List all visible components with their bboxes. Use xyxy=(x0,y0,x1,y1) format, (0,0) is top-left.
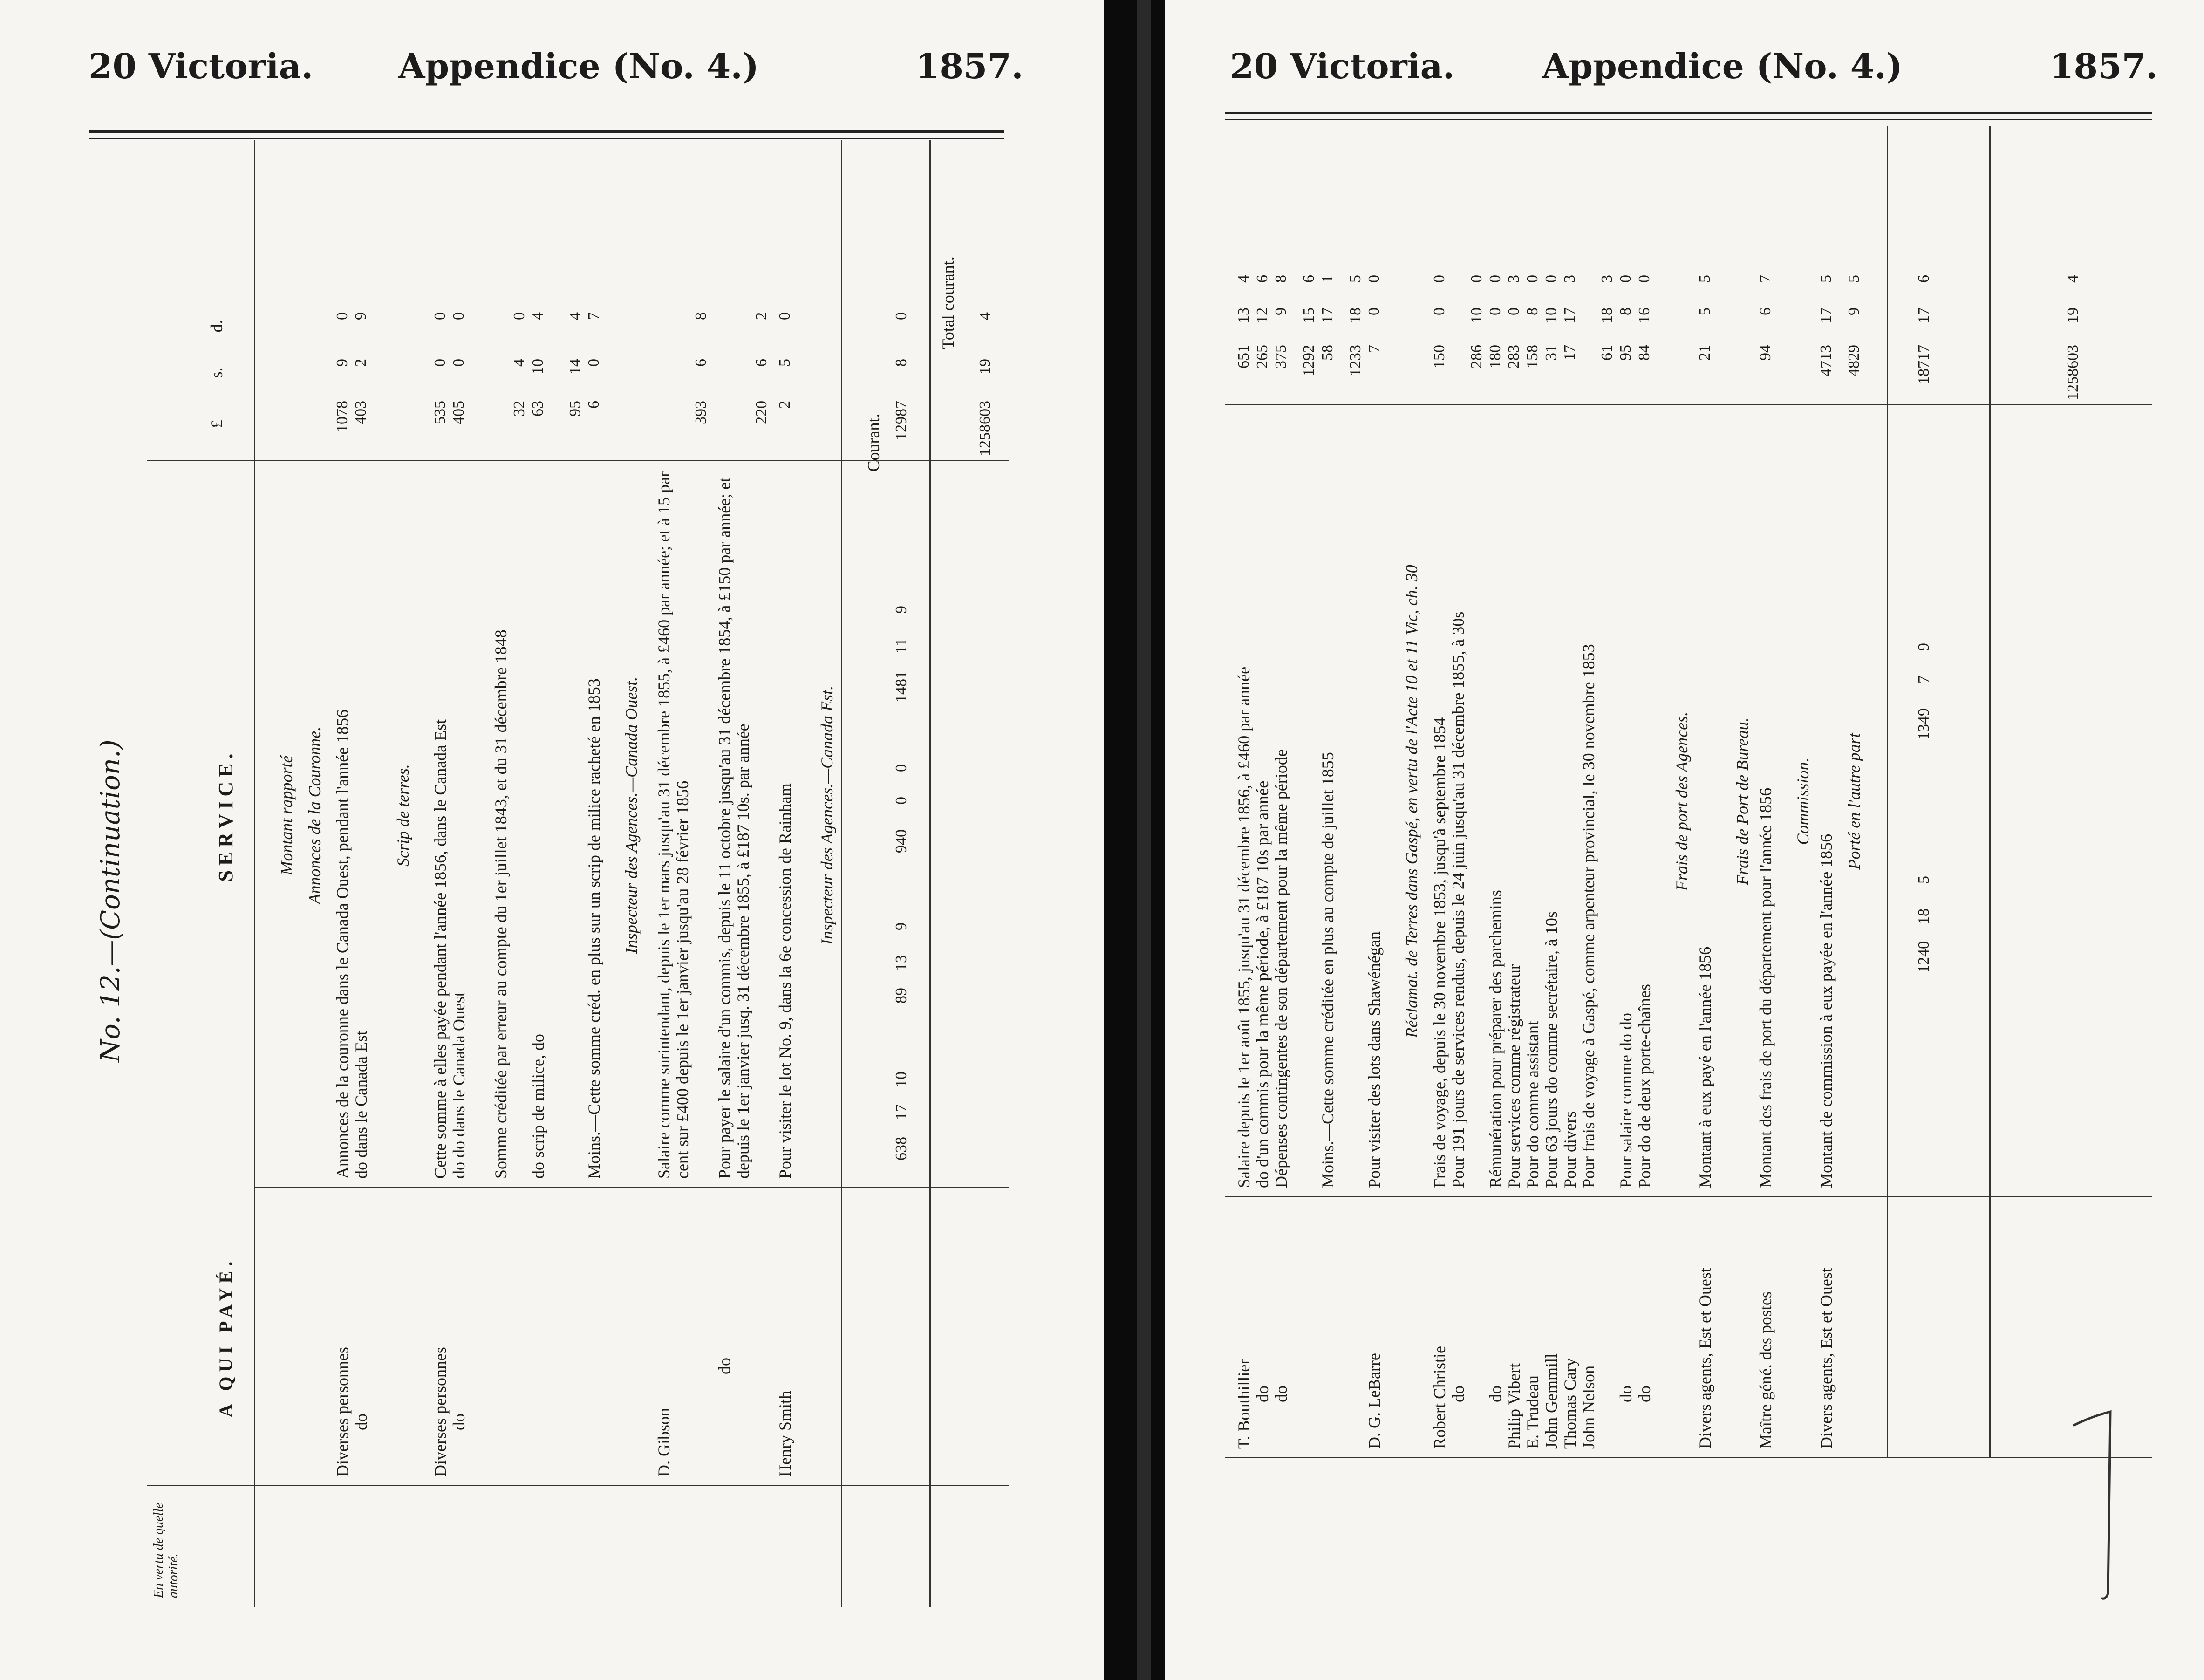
lsd-pound: 150 xyxy=(1431,345,1448,369)
courant-pound: 638 xyxy=(893,1137,910,1161)
lsd-shilling: 0 xyxy=(1487,307,1504,315)
service-cell: Frais de voyage, depuis le 30 novembre 1853, jusqu'à septembre 1854 xyxy=(1430,717,1449,1188)
lsd-pound: 180 xyxy=(1487,345,1504,369)
service-cell: Pour 191 jours de services rendus, depuis le 24 juin jusqu'au 31 décembre 1855, à 30s xyxy=(1449,611,1467,1188)
payee-cell: Thomas Cary xyxy=(1561,1358,1579,1449)
total-courant-shilling: 19 xyxy=(976,359,994,375)
payee-cell: do xyxy=(1635,1386,1654,1402)
lsd-pence: 5 xyxy=(1845,275,1863,283)
courant-pound: 1349 xyxy=(1915,708,1932,740)
lsd-shilling: 5 xyxy=(1696,307,1713,315)
lsd-pence: 5 xyxy=(1347,275,1364,283)
lsd-pound: 21 xyxy=(1696,345,1713,361)
col-divider-1 xyxy=(1225,1196,2152,1197)
lsd-pence: 0 xyxy=(1431,275,1448,283)
lsd-pence: 7 xyxy=(1757,275,1774,283)
lsd-pound: 4713 xyxy=(1817,345,1835,376)
service-cell: Pour payer le salaire d'un commis, depuis le 11 octobre jusqu'au 31 décembre 1854, à £150 par année; et depuis le 1er janvier jusq. 31 décembre 1855, à £187 10s. par année xyxy=(715,477,752,1179)
courant-pound: 1240 xyxy=(1915,941,1932,973)
lsd-shilling: 9 xyxy=(1845,307,1863,315)
lsd-pound: 6 xyxy=(585,401,602,409)
payee-cell: John Gemmill xyxy=(1542,1353,1561,1449)
courant-pound: 1481 xyxy=(893,671,910,703)
payee-cell: do xyxy=(715,1358,734,1374)
lsd-pound: 95 xyxy=(566,401,584,417)
lsd-pence: 0 xyxy=(1487,275,1504,283)
section-heading: Scrip de terres. xyxy=(394,764,412,867)
lsd-pence: 0 xyxy=(1365,275,1383,283)
payee-cell: do xyxy=(1253,1386,1272,1402)
lsd-pence: 0 xyxy=(1468,275,1485,283)
total-courant-pound: 1258603 xyxy=(976,401,994,456)
total-courant-shilling: 19 xyxy=(2064,307,2081,323)
payee-cell: do xyxy=(450,1414,468,1430)
lsd-pound: 283 xyxy=(1505,345,1522,369)
lsd-pence: 0 xyxy=(776,312,793,320)
payee-cell: D. Gibson xyxy=(655,1407,673,1477)
lsd-pence: 6 xyxy=(1300,275,1317,283)
total-courant-pound: 1258603 xyxy=(2064,345,2081,400)
lsd-divider xyxy=(841,140,842,1607)
lsd-pence: 0 xyxy=(431,312,449,320)
payee-cell: Henry Smith xyxy=(776,1391,794,1477)
left-table xyxy=(147,140,1009,1607)
courant-shilling: 8 xyxy=(893,359,910,367)
courant-pence: 9 xyxy=(893,606,910,614)
courant-pound: 940 xyxy=(893,829,910,853)
courant-divider xyxy=(929,140,931,1607)
courant-pence: 9 xyxy=(1915,643,1932,651)
courant-pence: 9 xyxy=(893,922,910,930)
lsd-pence: 1 xyxy=(1319,275,1336,283)
right-table xyxy=(1225,126,2152,1458)
lsd-shilling: 0 xyxy=(1431,307,1448,315)
courant-pence: 6 xyxy=(1915,275,1932,283)
col-payee: A QUI PAYÉ. xyxy=(215,1257,236,1418)
service-cell: Montant à eux payé en l'année 1856 xyxy=(1696,946,1714,1188)
lsd-shilling: 15 xyxy=(1300,307,1317,323)
courant-pound: 89 xyxy=(893,988,910,1004)
lsd-pound: 17 xyxy=(1561,345,1578,361)
payee-cell: Divers agents, Est et Ouest xyxy=(1696,1268,1714,1449)
lsd-shilling: 2 xyxy=(352,359,369,367)
top-rule-thin xyxy=(89,138,1004,139)
section-heading: Commission. xyxy=(1794,758,1812,845)
lsd-pound: 535 xyxy=(431,401,449,424)
courant-shilling: 17 xyxy=(893,1104,910,1120)
payee-cell: do xyxy=(352,1414,370,1430)
lsd-pence: 0 xyxy=(1636,275,1653,283)
lsd-pound: 32 xyxy=(511,401,528,417)
lsd-shilling: 13 xyxy=(1235,307,1252,323)
lsd-shilling: 16 xyxy=(1636,307,1653,323)
lsd-pound: 286 xyxy=(1468,345,1485,369)
col-lsd-pound: £ xyxy=(207,420,226,428)
col-divider-1 xyxy=(147,1485,1009,1486)
lsd-shilling: 14 xyxy=(566,359,584,375)
service-cell: Cette somme à elles payée pendant l'année 1856, dans le Canada Est xyxy=(431,719,450,1179)
lsd-shilling: 8 xyxy=(1524,307,1541,315)
col-authority: En vertu de quelle autorité. xyxy=(151,1502,181,1598)
col-courant: Courant. xyxy=(864,413,883,472)
lsd-shilling: 18 xyxy=(1598,307,1616,323)
header-session: 20 Victoria. xyxy=(1230,47,1455,87)
lsd-shilling: 0 xyxy=(1365,307,1383,315)
courant-pence: 5 xyxy=(1915,876,1932,884)
lsd-pound: 4829 xyxy=(1845,345,1863,376)
courant-divider xyxy=(1887,126,1888,1458)
courant-pence: 10 xyxy=(893,1072,910,1087)
table-title: No. 12.—(Continuation.) xyxy=(96,739,126,1062)
payee-cell: Robert Christie xyxy=(1430,1346,1449,1449)
lsd-shilling: 6 xyxy=(692,359,710,367)
courant-shilling: 13 xyxy=(893,955,910,971)
lsd-pound: 2 xyxy=(776,401,793,409)
lsd-shilling: 4 xyxy=(511,359,528,367)
total-courant-pence: 4 xyxy=(2064,275,2081,283)
service-cell: Pour frais de voyage à Gaspé, comme arpenteur provincial, le 30 novembre 1853 xyxy=(1579,644,1598,1188)
lsd-pound: 393 xyxy=(692,401,710,424)
header-session: 20 Victoria. xyxy=(89,47,314,87)
service-cell: Moins.—Cette somme créditée en plus au compte de juillet 1855 xyxy=(1318,752,1337,1188)
lsd-pound: 651 xyxy=(1235,345,1252,369)
payee-cell: Diverses personnes xyxy=(333,1347,352,1477)
service-cell: Montant de commission à eux payée en l'année 1856 xyxy=(1817,833,1836,1188)
lsd-pence: 0 xyxy=(450,312,467,320)
lsd-pound: 61 xyxy=(1598,345,1616,361)
lsd-shilling: 17 xyxy=(1561,307,1578,323)
lsd-shilling: 9 xyxy=(334,359,351,367)
courant-shilling: 7 xyxy=(1915,676,1932,683)
service-cell: Pour visiter le lot No. 9, dans la 6e concession de Rainham xyxy=(776,783,794,1179)
lsd-pence: 0 xyxy=(1617,275,1634,283)
service-cell: Rémunération pour préparer des parchemins xyxy=(1486,890,1505,1188)
lsd-pence: 3 xyxy=(1505,275,1522,283)
courant-shilling: 17 xyxy=(1915,307,1932,323)
payee-cell: do xyxy=(1617,1386,1635,1402)
lsd-pound: 31 xyxy=(1542,345,1560,361)
lsd-pound: 7 xyxy=(1365,345,1383,353)
lsd-pence: 4 xyxy=(529,312,546,320)
handwritten-mark xyxy=(2064,1398,2120,1603)
header-appendix: Appendice (No. 4.) xyxy=(1542,47,1903,87)
payee-cell: T. Bouthillier xyxy=(1235,1359,1253,1449)
lsd-shilling: 5 xyxy=(776,359,793,367)
lsd-shilling: 17 xyxy=(1319,307,1336,323)
right-page xyxy=(1165,0,2204,1680)
payee-cell: D. G. LeBarre xyxy=(1365,1353,1384,1449)
lsd-shilling: 0 xyxy=(450,359,467,367)
courant-shilling: 11 xyxy=(893,638,910,654)
service-cell: Somme créditée par erreur au compte du 1er juillet 1843, et du 31 décembre 1848 xyxy=(491,629,510,1179)
lsd-pence: 4 xyxy=(1235,275,1252,283)
lsd-pound: 58 xyxy=(1319,345,1336,361)
gutter-edge xyxy=(1137,0,1151,1680)
lsd-pence: 6 xyxy=(1254,275,1271,283)
top-rule-thin xyxy=(1225,119,2152,120)
lsd-pence: 0 xyxy=(334,312,351,320)
col-lsd-shilling: s. xyxy=(207,367,226,378)
lsd-shilling: 17 xyxy=(1817,307,1835,323)
service-cell: do dans le Canada Est xyxy=(352,1031,370,1179)
payee-cell: do xyxy=(1449,1386,1467,1402)
top-rule xyxy=(1225,112,2152,114)
service-cell: Pour salaire comme do do xyxy=(1617,1013,1635,1188)
courant-shilling: 0 xyxy=(893,797,910,805)
service-cell: Moins.—Cette somme créd. en plus sur un scrip de milice racheté en 1853 xyxy=(585,678,603,1179)
lsd-shilling: 6 xyxy=(1757,307,1774,315)
service-cell: Pour services comme régistrateur xyxy=(1505,964,1523,1188)
header-divider xyxy=(254,140,255,1607)
section-heading: Réclamat. de Terres dans Gaspé, en vertu de l'Acte 10 et 11 Vic, ch. 30 xyxy=(1402,565,1421,1038)
lsd-pound: 265 xyxy=(1254,345,1271,369)
lsd-pence: 8 xyxy=(692,312,710,320)
payee-cell: E. Trudeau xyxy=(1523,1375,1542,1449)
lsd-pound: 1233 xyxy=(1347,345,1364,376)
lsd-pence: 8 xyxy=(1272,275,1290,283)
lsd-pence: 3 xyxy=(1598,275,1616,283)
book-gutter xyxy=(1104,0,1165,1680)
section-heading: Frais de Port de Bureau. xyxy=(1733,717,1752,885)
lsd-pound: 375 xyxy=(1272,345,1290,369)
courant-pence: 0 xyxy=(893,312,910,320)
lsd-shilling: 0 xyxy=(585,359,602,367)
col-lsd-pence: d. xyxy=(207,320,226,333)
service-cell: do scrip de milice, do xyxy=(529,1034,547,1179)
lsd-pound: 403 xyxy=(352,401,369,424)
service-cell: do do dans le Canada Ouest xyxy=(450,992,468,1179)
lsd-pound: 94 xyxy=(1757,345,1774,361)
top-rule xyxy=(89,130,1004,133)
payee-cell: do xyxy=(1486,1386,1505,1402)
lsd-pound: 1292 xyxy=(1300,345,1317,376)
courant-pound: 18717 xyxy=(1915,345,1932,384)
payee-cell: Diverses personnes xyxy=(431,1347,450,1477)
lsd-pence: 4 xyxy=(566,312,584,320)
lsd-shilling: 10 xyxy=(529,359,546,375)
service-cell: Salaire comme surintendant, depuis le 1er mars jusqu'au 31 décembre 1855, à £460 par année; et à 15 par cent sur £400 depuis le 1er janvier jusqu'au 28 février 1856 xyxy=(655,471,692,1179)
service-cell: Pour do comme assistant xyxy=(1523,1021,1542,1188)
lsd-shilling: 12 xyxy=(1254,307,1271,323)
section-heading: Inspecteur des Agences.—Canada Est. xyxy=(818,685,836,945)
service-cell: Dépenses contingentes de son département pour la même période xyxy=(1272,749,1290,1188)
header-year: 1857. xyxy=(915,47,1024,87)
payee-cell: Divers agents, Est et Ouest xyxy=(1817,1268,1836,1449)
payee-cell: John Nelson xyxy=(1579,1366,1598,1449)
payee-cell: do xyxy=(1272,1386,1290,1402)
courant-pence: 0 xyxy=(893,764,910,772)
lsd-pound: 84 xyxy=(1636,345,1653,361)
lsd-pound: 158 xyxy=(1524,345,1541,369)
lsd-pence: 9 xyxy=(352,312,369,320)
service-cell: Pour do de deux porte-chaînes xyxy=(1635,984,1654,1188)
montant-rapporte-label: Montant rapporté xyxy=(277,755,296,875)
lsd-shilling: 6 xyxy=(753,359,770,367)
header-year: 1857. xyxy=(2050,47,2158,87)
col-service: SERVICE. xyxy=(214,749,237,882)
lsd-pound: 95 xyxy=(1617,345,1634,361)
lsd-pence: 0 xyxy=(1542,275,1560,283)
total-courant-pence: 4 xyxy=(976,312,994,320)
lsd-pence: 0 xyxy=(511,312,528,320)
courant-shilling: 18 xyxy=(1915,908,1932,924)
col-total-courant: Total courant. xyxy=(939,256,957,349)
total-divider xyxy=(1989,126,1991,1458)
lsd-shilling: 10 xyxy=(1542,307,1560,323)
service-cell: Salaire depuis le 1er août 1855, jusqu'au 31 décembre 1856, à £460 par année xyxy=(1235,666,1253,1188)
courant-pound: 12987 xyxy=(893,401,910,440)
service-cell: Pour divers xyxy=(1561,1111,1579,1188)
service-cell: Pour 63 jours do comme secrétaire, à 10s xyxy=(1542,911,1561,1188)
lsd-shilling: 9 xyxy=(1272,307,1290,315)
table-left-border xyxy=(1225,1457,2152,1458)
lsd-shilling: 10 xyxy=(1468,307,1485,323)
payee-cell: Philip Vibert xyxy=(1505,1363,1523,1449)
service-cell: Pour visiter des lots dans Shawénégan xyxy=(1365,931,1384,1188)
section-heading: Annonces de la Couronne. xyxy=(305,726,324,904)
payee-cell: Maître géné. des postes xyxy=(1756,1291,1775,1449)
lsd-shilling: 0 xyxy=(431,359,449,367)
lsd-pound: 1078 xyxy=(334,401,351,432)
lsd-pence: 5 xyxy=(1696,275,1713,283)
lsd-shilling: 0 xyxy=(1505,307,1522,315)
lsd-pence: 2 xyxy=(753,312,770,320)
service-cell: Annonces de la couronne dans le Canada Ouest, pendant l'année 1856 xyxy=(333,709,352,1179)
lsd-pound: 220 xyxy=(753,401,770,424)
lsd-shilling: 8 xyxy=(1617,307,1634,315)
col-divider-2 xyxy=(1225,404,2152,405)
lsd-pound: 63 xyxy=(529,401,546,417)
carried-forward-label: Porté en l'autre part xyxy=(1845,733,1863,870)
lsd-pence: 5 xyxy=(1817,275,1835,283)
service-cell: Montant des frais de port du département pour l'année 1856 xyxy=(1756,787,1775,1188)
lsd-pence: 7 xyxy=(585,312,602,320)
lsd-shilling: 18 xyxy=(1347,307,1364,323)
lsd-pence: 3 xyxy=(1561,275,1578,283)
header-appendix: Appendice (No. 4.) xyxy=(398,47,759,87)
lsd-pound: 405 xyxy=(450,401,467,424)
section-heading: Frais de port des Agences. xyxy=(1672,711,1691,891)
lsd-pence: 0 xyxy=(1524,275,1541,283)
section-heading: Inspecteur des Agences.—Canada Ouest. xyxy=(622,676,641,954)
service-cell: do d'un commis pour la même période, à £187 10s par année xyxy=(1253,780,1272,1188)
